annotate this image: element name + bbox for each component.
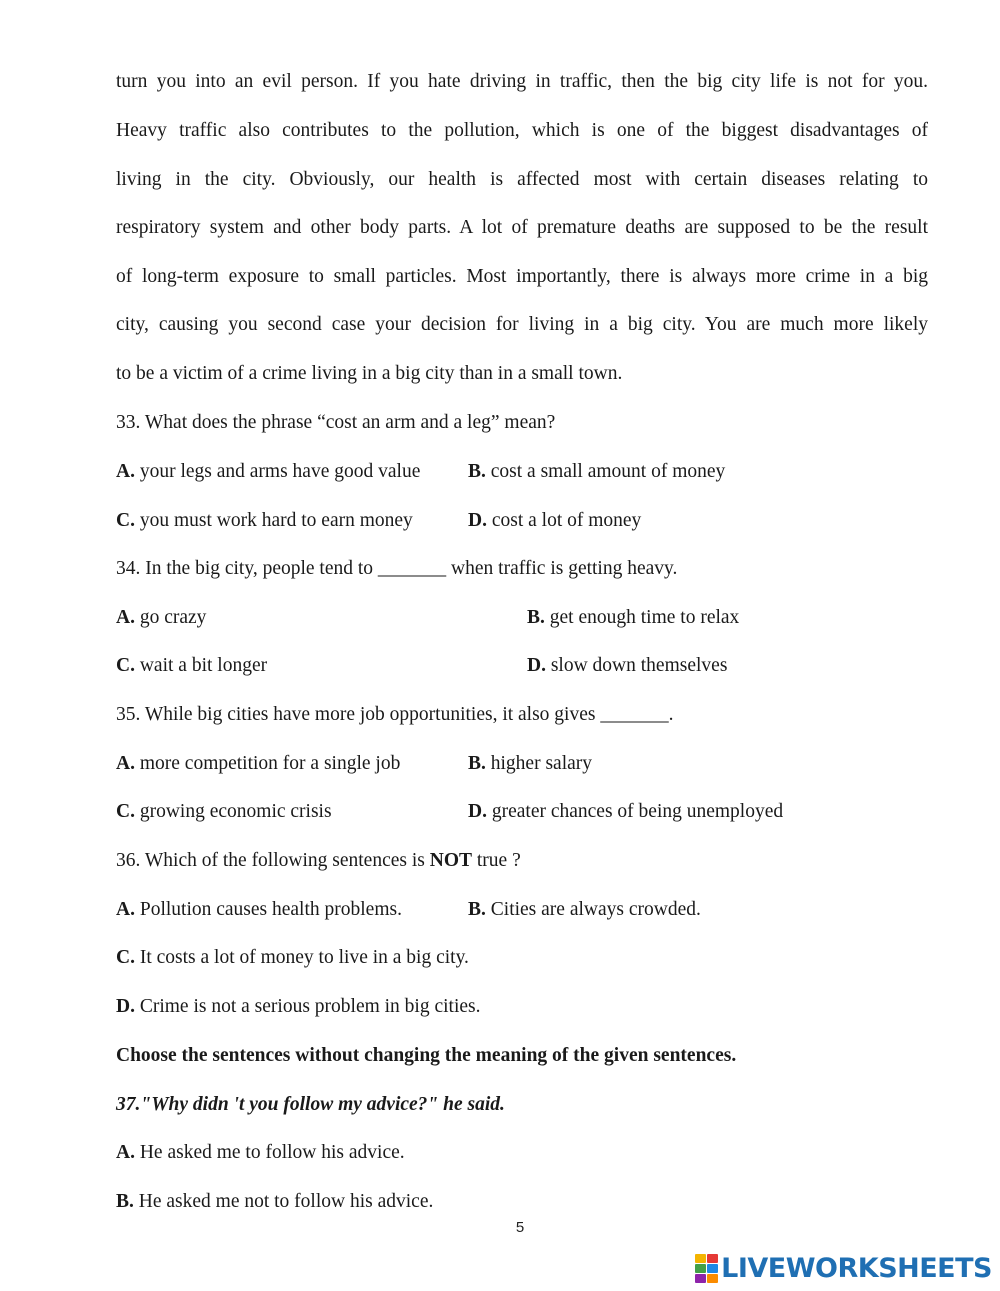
passage-line: living in the city. Obviously, our health is affected most with certain diseases relating to (116, 169, 928, 190)
page-number: 5 (515, 1219, 525, 1236)
q34-option-c[interactable]: C. wait a bit longer (116, 655, 268, 676)
brand-name: LIVEWORKSHEETS (721, 1252, 992, 1284)
not-emphasis: NOT (429, 850, 473, 871)
question-33: 33. What does the phrase “cost an arm and a leg” mean? (116, 412, 556, 433)
q33-option-c[interactable]: C. you must work hard to earn money (116, 510, 413, 531)
q35-option-a[interactable]: A. more competition for a single job (116, 753, 401, 774)
q33-option-d[interactable]: D. cost a lot of money (468, 510, 642, 531)
question-35: 35. While big cities have more job opportunities, it also gives _______. (116, 704, 674, 725)
q34-option-b[interactable]: B. get enough time to relax (527, 607, 740, 628)
q36-option-a[interactable]: A. Pollution causes health problems. (116, 899, 402, 920)
q36-option-d[interactable]: D. Crime is not a serious problem in big cities. (116, 996, 481, 1017)
q33-option-b[interactable]: B. cost a small amount of money (468, 461, 726, 482)
section-instruction: Choose the sentences without changing the meaning of the given sentences. (116, 1045, 737, 1066)
q34-option-a[interactable]: A. go crazy (116, 607, 207, 628)
q35-option-b[interactable]: B. higher salary (468, 753, 593, 774)
passage-line: to be a victim of a crime living in a big city than in a small town. (116, 363, 623, 384)
q33-option-a[interactable]: A. your legs and arms have good value (116, 461, 421, 482)
q37-option-b[interactable]: B. He asked me not to follow his advice. (116, 1191, 434, 1212)
question-37: 37."Why didn 't you follow my advice?" he said. (116, 1094, 505, 1115)
question-34: 34. In the big city, people tend to _______ when traffic is getting heavy. (116, 558, 678, 579)
passage-line: Heavy traffic also contributes to the pollution, which is one of the biggest disadvantages of (116, 120, 928, 141)
passage-line: respiratory system and other body parts. A lot of premature deaths are supposed to be the result (116, 217, 928, 238)
q37-option-a[interactable]: A. He asked me to follow his advice. (116, 1142, 405, 1163)
q35-option-d[interactable]: D. greater chances of being unemployed (468, 801, 784, 822)
q35-option-c[interactable]: C. growing economic crisis (116, 801, 332, 822)
q34-option-d[interactable]: D. slow down themselves (527, 655, 728, 676)
passage-line: turn you into an evil person. If you hate driving in traffic, then the big city life is not for you. (116, 71, 928, 92)
q36-option-c[interactable]: C. It costs a lot of money to live in a big city. (116, 947, 469, 968)
q36-option-b[interactable]: B. Cities are always crowded. (468, 899, 701, 920)
passage-line: city, causing you second case your decision for living in a big city. You are much more likely (116, 314, 928, 335)
question-36: 36. Which of the following sentences is NOT true ? (116, 850, 521, 871)
passage-line: of long-term exposure to small particles. Most importantly, there is always more crime in a big (116, 266, 928, 287)
liveworksheets-logo (695, 1253, 992, 1283)
blocks-icon (695, 1254, 718, 1283)
